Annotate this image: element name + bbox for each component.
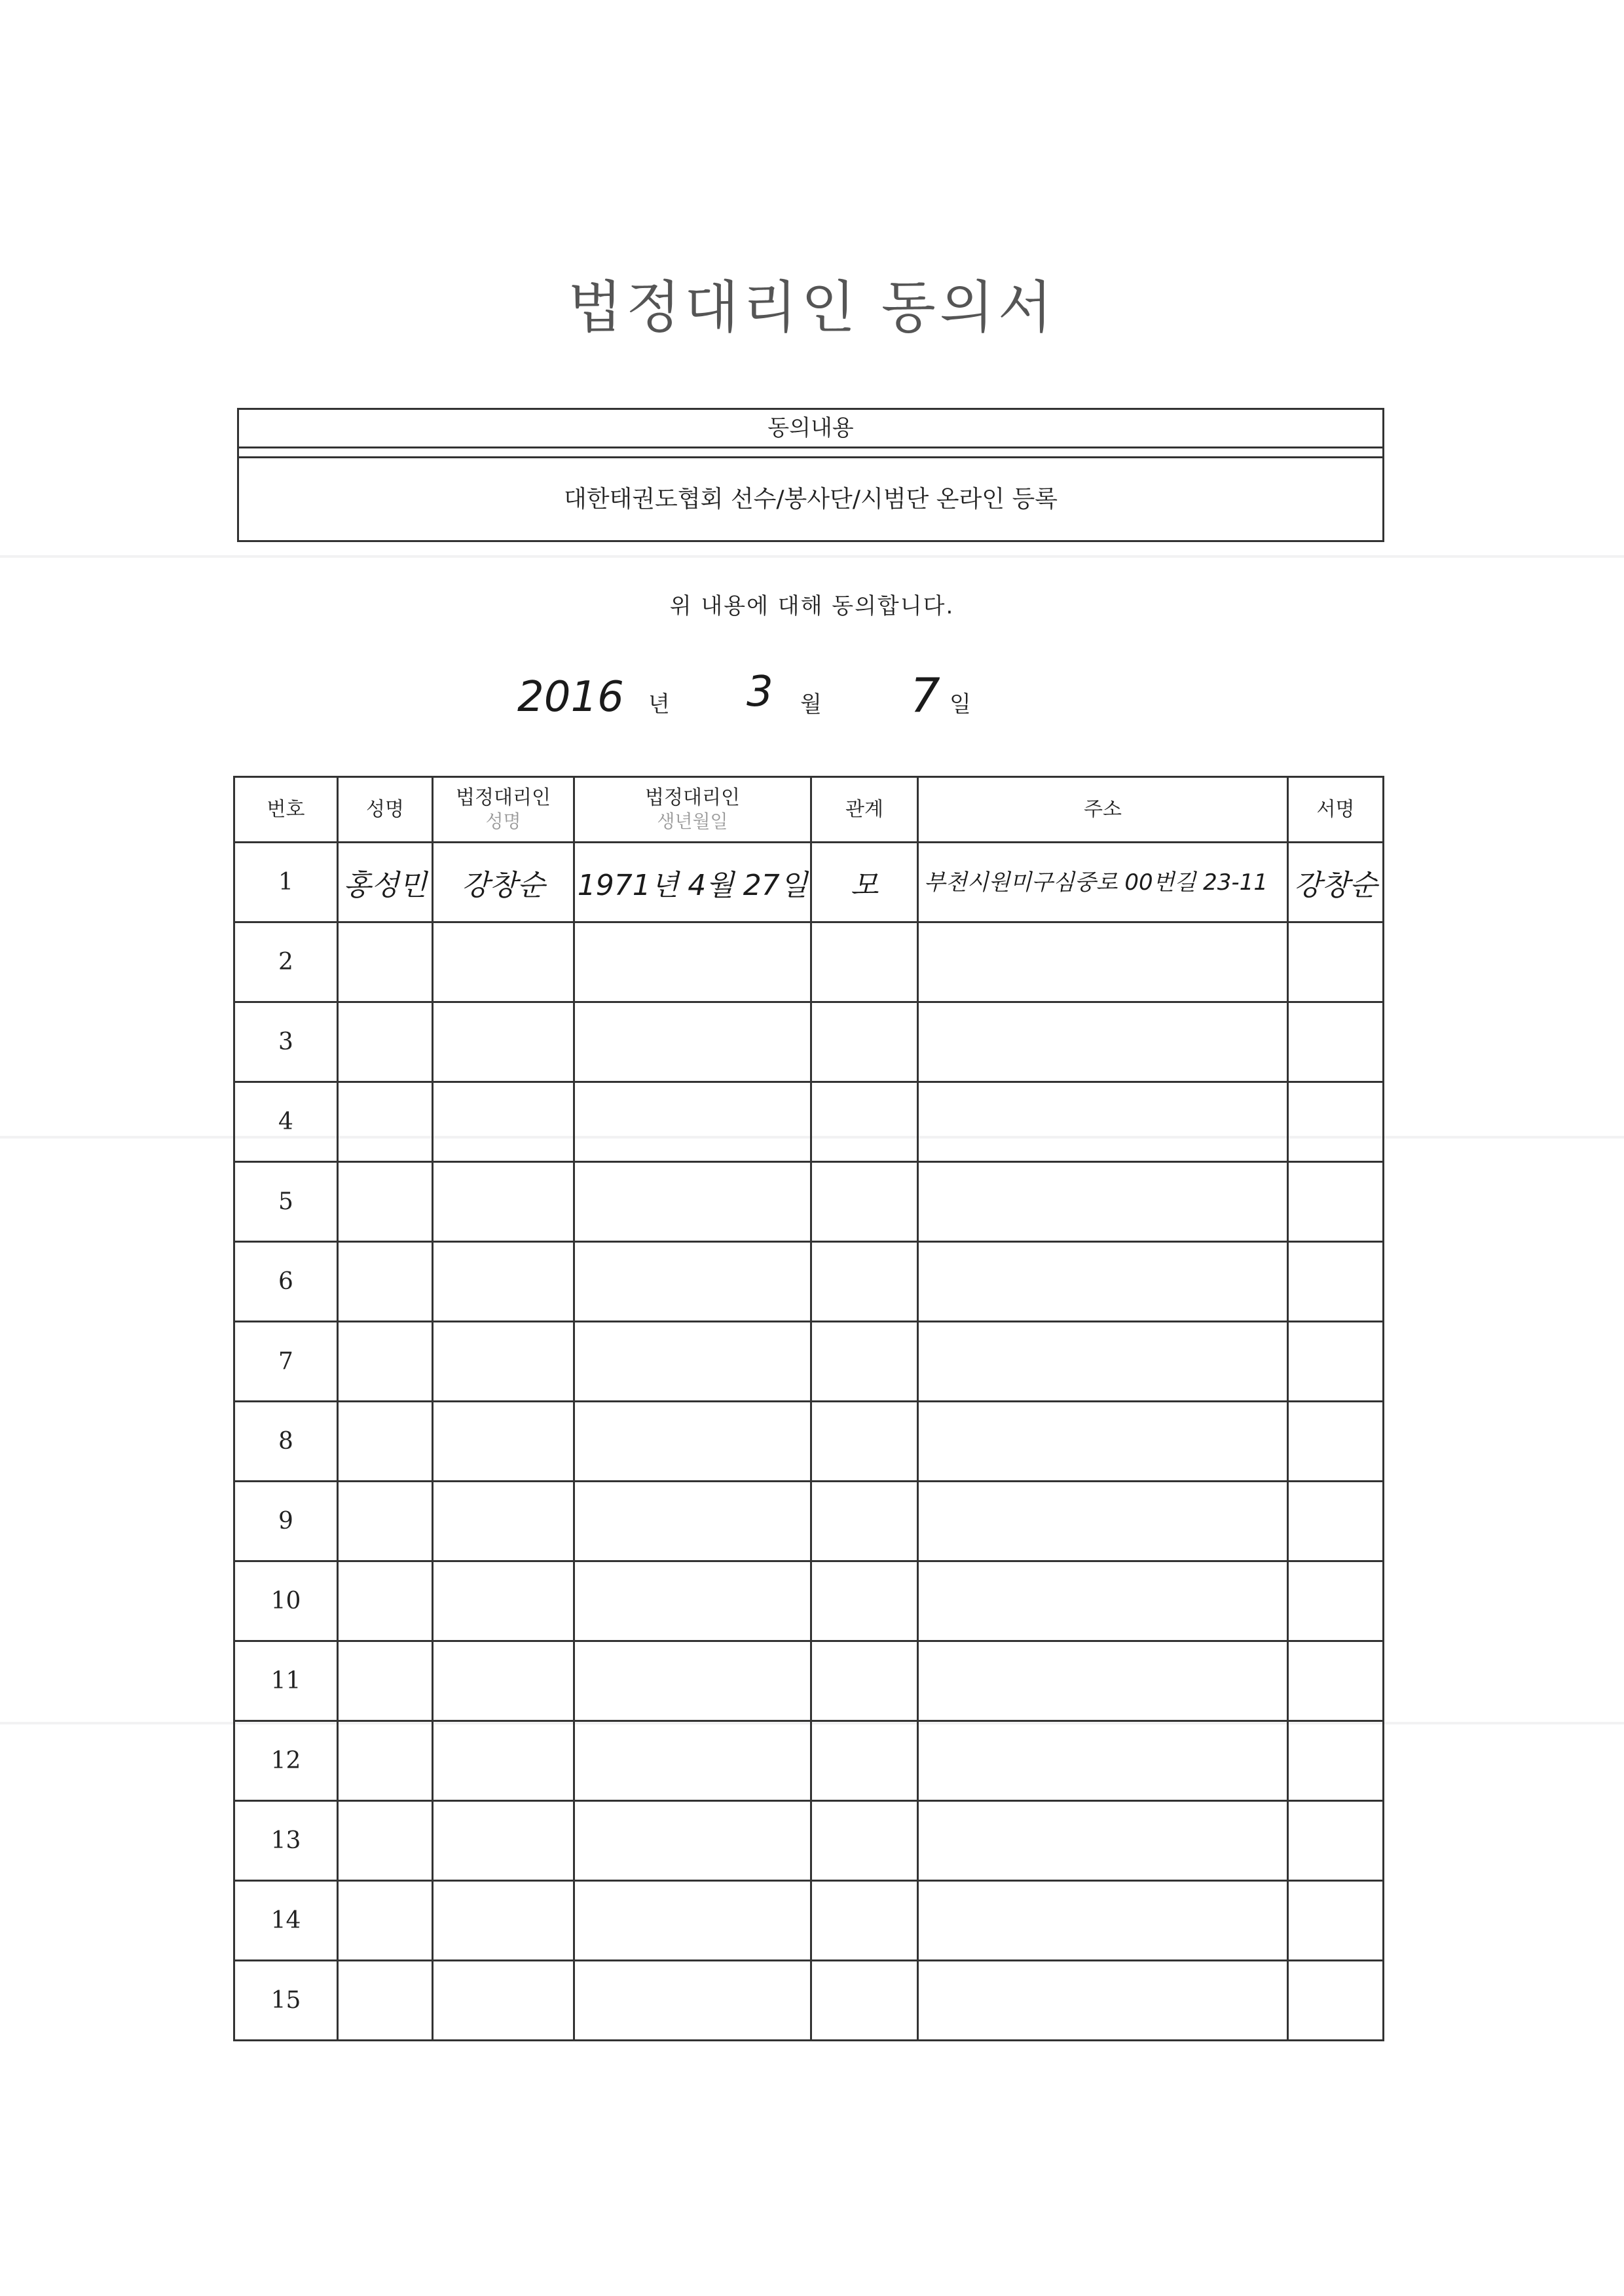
row-signature: [1288, 1082, 1384, 1162]
table-row: [234, 1082, 1384, 1162]
row-address: [918, 1641, 1288, 1721]
date-month: 3: [747, 668, 773, 716]
header-guardian-name-line1: 법정대리인: [456, 786, 551, 809]
row-address: [918, 1082, 1288, 1162]
row-address: [918, 1162, 1288, 1242]
row-name: [338, 1801, 433, 1881]
table-row: [234, 1641, 1384, 1721]
row-signature: [1288, 1721, 1384, 1801]
row-guardian-birth: [574, 1002, 811, 1082]
row-number: 4: [234, 1082, 338, 1162]
table-row: [234, 922, 1384, 1002]
row-name: [338, 1082, 433, 1162]
row-guardian-name: [433, 1721, 574, 1801]
row-address: [918, 1881, 1288, 1961]
consent-box: [237, 408, 1384, 542]
row-guardian-name: [433, 1242, 574, 1322]
row-name: [338, 1641, 433, 1721]
row-number: 1: [234, 843, 338, 922]
row-relation: [811, 1881, 918, 1961]
row-address: [918, 1242, 1288, 1322]
row-guardian-name: [433, 1561, 574, 1641]
row-address: [918, 1002, 1288, 1082]
table-row: [234, 1801, 1384, 1881]
row-guardian-name: [433, 1002, 574, 1082]
row-signature: 강창순: [1288, 843, 1384, 922]
row-number: 5: [234, 1162, 338, 1242]
table-row: [234, 1242, 1384, 1322]
header-guardian-birth: [574, 777, 811, 843]
header-signature: 서명: [1288, 777, 1384, 843]
row-guardian-birth: [574, 922, 811, 1002]
row-number: 8: [234, 1402, 338, 1482]
row-signature: [1288, 1482, 1384, 1561]
row-name: [338, 1002, 433, 1082]
row-address: [918, 1322, 1288, 1402]
row-relation: [811, 1641, 918, 1721]
row-relation: [811, 1002, 918, 1082]
row-address: [918, 1961, 1288, 2041]
date-day: 7: [910, 668, 940, 723]
row-number: 10: [234, 1561, 338, 1641]
row-relation: [811, 1242, 918, 1322]
table-row: [234, 1961, 1384, 2041]
consent-divider: [239, 448, 1382, 458]
row-name: [338, 922, 433, 1002]
row-address: [918, 1482, 1288, 1561]
row-relation: [811, 1482, 918, 1561]
row-relation: [811, 1322, 918, 1402]
table-row: [234, 1002, 1384, 1082]
date-day-label: 일: [950, 691, 971, 718]
row-guardian-birth: [574, 1162, 811, 1242]
row-name: [338, 1482, 433, 1561]
row-name: [338, 1242, 433, 1322]
table-row: [234, 1721, 1384, 1801]
row-number: 6: [234, 1242, 338, 1322]
document-title: 법정대리인 동의서: [568, 275, 1056, 340]
row-relation: [811, 922, 918, 1002]
row-signature: [1288, 1801, 1384, 1881]
row-guardian-birth: [574, 1482, 811, 1561]
date-year: 2016: [517, 673, 624, 721]
agreement-statement: 위 내용에 대해 동의합니다.: [669, 593, 955, 619]
table-row: [234, 1881, 1384, 1961]
row-name: [338, 1162, 433, 1242]
guardian-table: [233, 776, 1384, 2041]
row-signature: [1288, 1162, 1384, 1242]
row-guardian-birth: [574, 1402, 811, 1482]
row-signature: [1288, 1961, 1384, 2041]
header-number: 번호: [234, 777, 338, 843]
header-name: 성명: [338, 777, 433, 843]
row-guardian-birth: [574, 1881, 811, 1961]
row-guardian-name: [433, 1162, 574, 1242]
row-signature: [1288, 1322, 1384, 1402]
row-relation: [811, 1801, 918, 1881]
row-address: 부천시원미구심중로 00번길 23-11: [918, 843, 1288, 922]
date-month-label: 월: [800, 691, 822, 718]
header-guardian-birth-line1: 법정대리인: [645, 786, 740, 809]
row-name: [338, 1561, 433, 1641]
row-guardian-birth: [574, 1082, 811, 1162]
row-signature: [1288, 1561, 1384, 1641]
table-row: [234, 1322, 1384, 1402]
table-header-row: [234, 777, 1384, 843]
row-name: 홍성민: [338, 843, 433, 922]
row-name: [338, 1402, 433, 1482]
row-number: 9: [234, 1482, 338, 1561]
row-guardian-name: [433, 1641, 574, 1721]
header-guardian-name: [433, 777, 574, 843]
row-guardian-birth: 1971년 4월 27일: [574, 843, 811, 922]
row-signature: [1288, 1881, 1384, 1961]
row-number: 2: [234, 922, 338, 1002]
table-row: [234, 1402, 1384, 1482]
row-address: [918, 1801, 1288, 1881]
row-name: [338, 1721, 433, 1801]
paper-fold-line: [0, 555, 1624, 558]
row-name: [338, 1322, 433, 1402]
row-guardian-birth: [574, 1721, 811, 1801]
row-relation: [811, 1561, 918, 1641]
header-relation: 관계: [811, 777, 918, 843]
row-address: [918, 922, 1288, 1002]
row-guardian-birth: [574, 1961, 811, 2041]
consent-body: 대한태권도협회 선수/봉사단/시범단 온라인 등록: [563, 486, 1058, 513]
row-guardian-birth: [574, 1242, 811, 1322]
row-address: [918, 1561, 1288, 1641]
row-guardian-birth: [574, 1801, 811, 1881]
row-name: [338, 1881, 433, 1961]
table-row: [234, 843, 1384, 922]
row-signature: [1288, 1242, 1384, 1322]
table-row: [234, 1162, 1384, 1242]
row-number: 7: [234, 1322, 338, 1402]
row-guardian-birth: [574, 1561, 811, 1641]
row-relation: [811, 1162, 918, 1242]
row-address: [918, 1721, 1288, 1801]
row-guardian-name: [433, 1801, 574, 1881]
row-address: [918, 1402, 1288, 1482]
row-guardian-birth: [574, 1641, 811, 1721]
row-number: 13: [234, 1801, 338, 1881]
row-guardian-name: [433, 1961, 574, 2041]
table-row: [234, 1482, 1384, 1561]
row-guardian-name: [433, 1482, 574, 1561]
row-guardian-birth: [574, 1322, 811, 1402]
row-number: 14: [234, 1881, 338, 1961]
row-signature: [1288, 1402, 1384, 1482]
row-signature: [1288, 922, 1384, 1002]
row-number: 15: [234, 1961, 338, 2041]
header-guardian-birth-line2: 생년월일: [657, 810, 728, 832]
row-signature: [1288, 1641, 1384, 1721]
row-relation: [811, 1082, 918, 1162]
row-relation: [811, 1402, 918, 1482]
row-number: 3: [234, 1002, 338, 1082]
date-row: [0, 668, 1624, 727]
table-row: [234, 1561, 1384, 1641]
row-guardian-name: [433, 1322, 574, 1402]
row-guardian-name: [433, 1881, 574, 1961]
row-guardian-name: [433, 922, 574, 1002]
row-signature: [1288, 1002, 1384, 1082]
date-year-label: 년: [648, 691, 670, 718]
row-relation: 모: [811, 843, 918, 922]
header-address: 주소: [918, 777, 1288, 843]
row-number: 11: [234, 1641, 338, 1721]
row-number: 12: [234, 1721, 338, 1801]
row-guardian-name: [433, 1402, 574, 1482]
consent-header: 동의내용: [239, 410, 1382, 448]
header-guardian-name-line2: 성명: [485, 810, 521, 832]
row-guardian-name: [433, 1082, 574, 1162]
row-relation: [811, 1961, 918, 2041]
row-guardian-name: 강창순: [433, 843, 574, 922]
row-relation: [811, 1721, 918, 1801]
row-name: [338, 1961, 433, 2041]
